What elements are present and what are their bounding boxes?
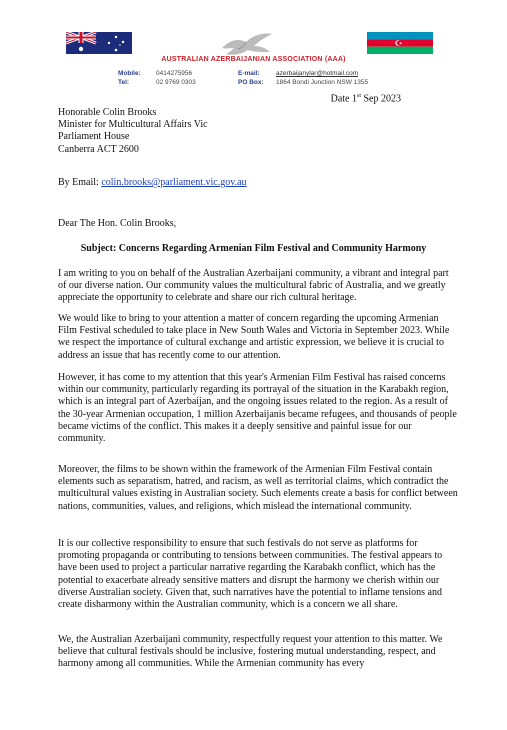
pobox-value: 1864 Bondi Junction NSW 1355 — [276, 78, 369, 86]
recipient-title: Minister for Multicultural Affairs Vic — [58, 119, 208, 131]
contact-phones — [118, 70, 196, 87]
salutation: Dear The Hon. Colin Brooks, — [58, 218, 177, 229]
mobile-value: 0414275956 — [156, 70, 193, 77]
recipient-address — [58, 107, 208, 156]
letterhead-email-link[interactable]: azerbaijanylar@hotmail.com — [276, 70, 359, 77]
tel-value: 02 9769 0303 — [156, 78, 196, 86]
by-email-label: By Email: — [58, 177, 102, 188]
azerbaijan-flag-icon — [367, 32, 433, 54]
by-email-line — [58, 177, 247, 188]
date-ordinal: st — [356, 93, 361, 99]
date-prefix: Date 1 — [330, 93, 357, 105]
body-paragraph-3: However, it has come to my attention that this year's Armenian Film Festival has raised concerns within our community, particularly regarding its portrayal of the situation in the Karabakh region, which is an integral part of Azerbaijan, and the ongoing issues related to the region. As a result of the 30-year Armenian occupation, 1 million Azerbaijanis became refugees, and thousands of people became victims of the conflict. This makes it a deeply sensitive and painful issue for our community. — [58, 372, 457, 445]
australia-flag-icon — [66, 32, 132, 54]
body-paragraph-1: I am writing to you on behalf of the Australian Azerbaijani community, a vibrant and integral part of our diverse nation. Our community values the multicultural fabric of Australia, and we greatly appreciate the opportunity to celebrate and share our rich cultural heritage. — [58, 268, 449, 304]
mobile-label: Mobile: — [118, 70, 141, 77]
association-name: AUSTRALIAN AZERBAIJANIAN ASSOCIATION (AAA) — [161, 56, 346, 63]
recipient-city: Canberra ACT 2600 — [58, 143, 139, 155]
pobox-label: PO Box: — [238, 78, 264, 86]
date-rest: Sep 2023 — [361, 93, 401, 105]
body-paragraph-5: It is our collective responsibility to ensure that such festivals do not serve as platforms for promoting propaganda or contributing to tensions between communities. The festival appears to have been used to project a particular narrative regarding the Karabakh conflict, which has the potential to exacerbate already sensitive matters and disrupt the harmony we cherish within our diverse Australian society. Given that, such narratives have the potential to inflame tensions and create disharmony within the Australian community, which is a concern we all share. — [58, 538, 443, 611]
email-label: E-mail: — [238, 70, 260, 77]
body-paragraph-4: Moreover, the films to be shown within the framework of the Armenian Film Festival contain elements such as separatism, hatred, and racism, as well as territorial claims, which contradict the multicultural values existing in Australian society. Such elements create a basis for conflict between nations, communities, values, and religions, which mislead the international community. — [58, 464, 458, 512]
tel-label: Tel: — [118, 78, 130, 86]
recipient-name: Honorable Colin Brooks — [58, 107, 157, 118]
subject-line: Subject: Concerns Regarding Armenian Film Festival and Community Harmony — [80, 243, 427, 254]
contact-email-po — [238, 70, 368, 87]
letter-date — [331, 93, 401, 104]
recipient-building: Parliament House — [58, 131, 130, 143]
body-paragraph-2: We would like to bring to your attention a matter of concern regarding the upcoming Armenian Film Festival scheduled to take place in New South Wales and Victoria in September 2023. While we respect the importance of cultural exchange and artistic expression, we believe it is crucial to address an issue that has recently come to our attention. — [58, 313, 450, 361]
recipient-email-link[interactable]: colin.brooks@parliament.vic.gov.au — [101, 177, 247, 188]
body-paragraph-6: We, the Australian Azerbaijani community, respectfully request your attention to this matter. We believe that cultural festivals should be inclusive, fostering mutual understanding, respect, and harmony among all communities. While the Armenian community has every — [58, 634, 443, 670]
